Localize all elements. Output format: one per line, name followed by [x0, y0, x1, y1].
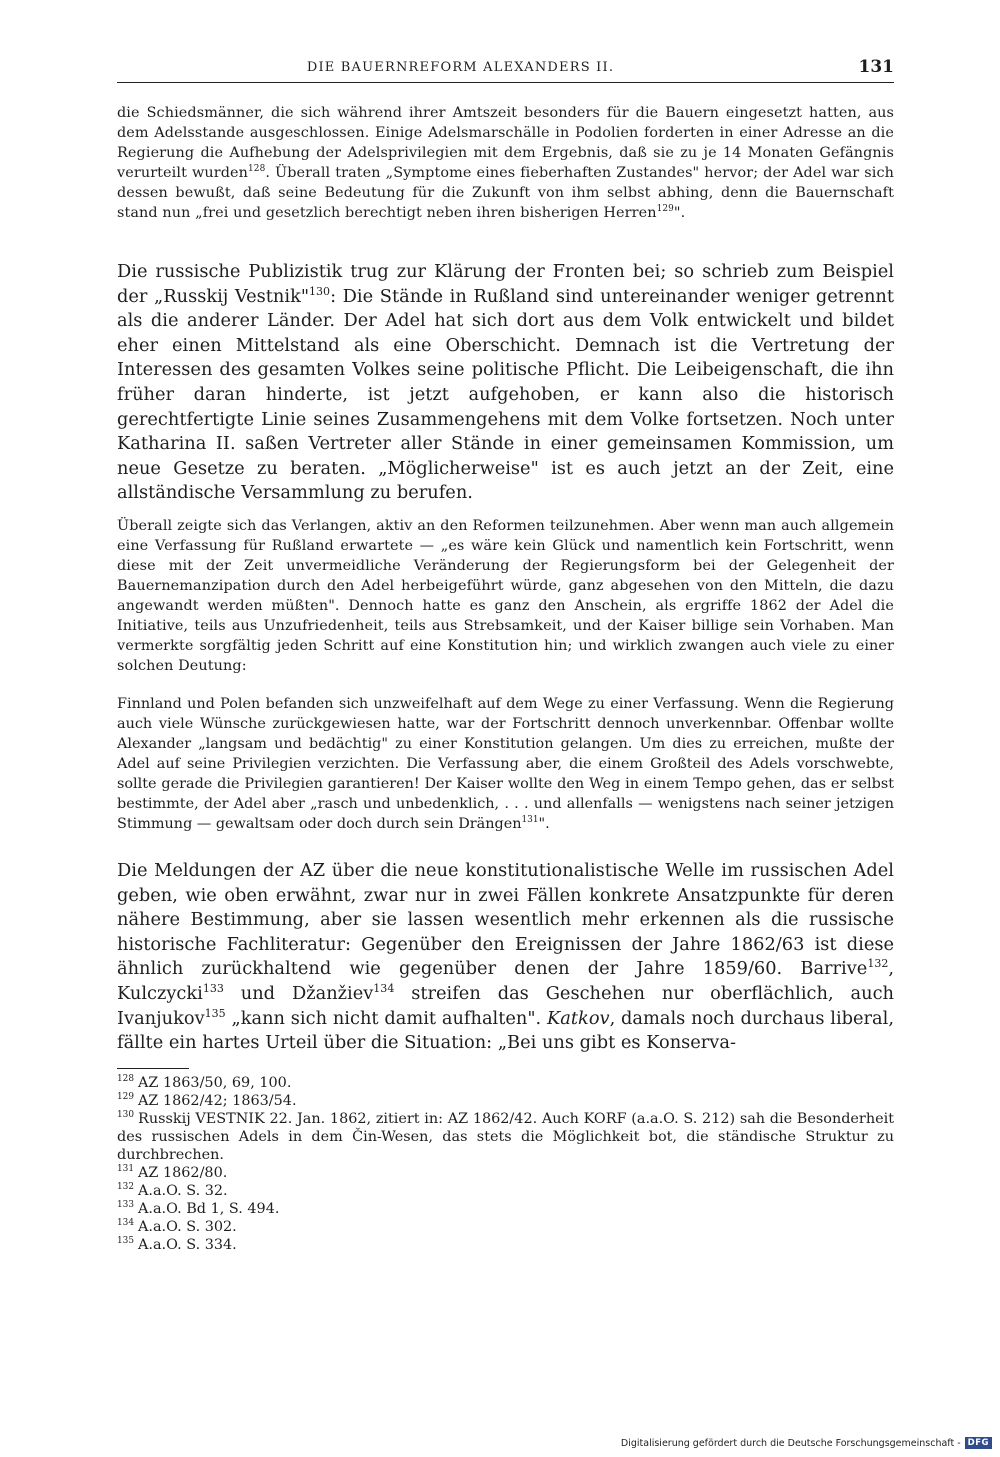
dfg-logo: DFG — [965, 1437, 992, 1449]
footnote-ref: 135 — [204, 1006, 226, 1020]
text-run: Die Meldungen der AZ über die neue konstitutionalistische Welle im russischen Adel geben, wie oben erwähnt, zwar nur in zwei Fällen konkrete Ansatzpunkte für deren nähere Bestimmung, aber sie lassen wesentlich mehr erkennen als die russische historische Fachliteratur: Gegenüber den Ereignissen der Jahre 1862/63 ist diese ähnlich zurückhaltend wie gegenüber denen der Jahre 1859/60. Barrive — [117, 860, 894, 980]
paragraph-4 — [117, 859, 894, 1056]
footnote-text: Russkij VESTNIK 22. Jan. 1862, zitiert in: AZ 1862/42. Auch KORF (a.a.O. S. 212) sah die Besonderheit des russischen Adels in dem Čin-Wesen, das stets die Möglichkeit bot, die ständische Struktur zu durchbrechen. — [117, 1111, 894, 1163]
footnote-number: 128 — [117, 1074, 134, 1085]
footnote-separator — [117, 1068, 189, 1069]
block-quote — [117, 694, 894, 834]
footnote-text: AZ 1862/80. — [138, 1165, 228, 1181]
footnote-text: A.a.O. S. 334. — [138, 1237, 237, 1253]
paragraph-3 — [117, 516, 894, 676]
text-run: die Schiedsmänner, die sich während ihrer Amtszeit besonders für die Bauern eingesetzt hatten, aus dem Adelsstande ausgeschlossen. Einige Adelsmarschälle in Podolien forderten in einer Adresse an die Regierung die Aufhebung der Adelsprivilegien mit dem Ergebnis, daß sie zu je 14 Monaten Gefängnis verurteilt wurden — [117, 105, 894, 181]
emphasis: Katkov — [547, 1007, 610, 1029]
footnote — [117, 1092, 894, 1110]
footnote-list — [117, 1074, 894, 1254]
footnote-text: A.a.O. S. 302. — [138, 1219, 237, 1235]
footnote-number: 134 — [117, 1218, 134, 1229]
text-run: . Überall traten „Symptome eines fieberhaften Zustandes" hervor; der Adel war sich dessen bewußt, daß seine Bedeutung für die Zukunft von ihm selbst abhing, denn die Bauernschaft stand nun „frei und gesetzlich berechtigt neben ihren bisherigen Herren — [117, 165, 894, 221]
footnote-ref: 130 — [309, 284, 331, 298]
text-run: : Die Stände in Rußland sind untereinander weniger getrennt als die anderer Länder. Der Adel hat sich dort aus dem Volk entwickelt und bildet eher einen Mittelstand als eine Oberschicht. Demnach ist die Vertretung der Interessen des gesamten Volkes seine politische Pflicht. Die Leibeigenschaft, die ihn früher daran hinderte, ist jetzt aufgehoben, er kann also die historisch gerechtfertigte Linie seines Zusammengehens mit dem Volke fortsetzen. Noch unter Katharina II. saßen Vertreter aller Stände in einer gemeinsamen Kommission, um neue Gesetze zu beraten. „Möglicherweise" ist es auch jetzt an der Zeit, eine allständische Versammlung zu berufen. — [117, 285, 894, 504]
footnote-number: 131 — [117, 1164, 134, 1175]
footnote-text: AZ 1863/50, 69, 100. — [138, 1075, 292, 1091]
footnote — [117, 1200, 894, 1218]
footnote-number: 129 — [117, 1092, 134, 1103]
footnote-text: A.a.O. Bd 1, S. 494. — [138, 1201, 280, 1217]
footnote — [117, 1218, 894, 1236]
text-run: ". — [673, 205, 686, 221]
credit-text: Digitalisierung gefördert durch die Deutsche Forschungsgemeinschaft - — [620, 1437, 961, 1449]
footnote-number: 135 — [117, 1236, 134, 1247]
footnote-ref: 134 — [373, 982, 395, 996]
text-run: streifen das Geschehen nur oberflächlich, auch Ivanjukov — [117, 982, 894, 1029]
footnote — [117, 1236, 894, 1254]
digitization-credit — [621, 1437, 992, 1449]
text-run: , Kulczycki — [117, 958, 894, 1004]
text-run: Finnland und Polen befanden sich unzweifelhaft auf dem Wege zu einer Verfassung. Wenn die Regierung auch viele Wünsche zurückgewiesen hatte, war der Fortschritt dennoch unverkennbar. Offenbar wollte Alexander „langsam und bedächtig" zu einer Konstitution gelangen. Um dies zu erreichen, mußte der Adel auf seine Privilegien verzichten. Die Verfassung aber, die einem Großteil des Adels vorschwebte, sollte gerade die Privilegien garantieren! Der Kaiser wollte den Weg in einem Tempo gehen, das er selbst bestimmte, der Adel aber „rasch und unbedenklich, . . . und allenfalls — wenigstens nach seiner jetzigen Stimmung — gewaltsam oder doch durch sein Drängen — [117, 696, 894, 832]
running-title: DIE BAUERNREFORM ALEXANDERS II. — [306, 60, 615, 75]
text-run: ". — [538, 816, 550, 832]
footnote-ref: 131 — [521, 815, 539, 826]
footnote-number: 133 — [117, 1200, 134, 1211]
footnote — [117, 1074, 894, 1092]
footnote — [117, 1164, 894, 1182]
footnote-ref: 133 — [202, 982, 224, 996]
page-header — [117, 58, 894, 83]
text-run: und Džanžiev — [223, 982, 374, 1004]
text-run: Die russische Publizistik trug zur Klärung der Fronten bei; so schrieb zum Beispiel der „Russkij Vestnik" — [117, 261, 894, 307]
footnote-number: 132 — [117, 1182, 134, 1193]
footnote-ref: 132 — [867, 957, 889, 971]
text-run: , damals noch durchaus liberal, fällte ein hartes Urteil über die Situation: „Bei uns gibt es Konserva- — [117, 1007, 894, 1054]
text-run: „kann sich nicht damit aufhalten". — [225, 1007, 548, 1029]
footnote-ref: 128 — [248, 164, 266, 175]
page-number: 131 — [858, 57, 894, 77]
footnote-ref: 129 — [656, 204, 674, 215]
paragraph-1 — [117, 103, 894, 223]
footnote-text: AZ 1862/42; 1863/54. — [138, 1093, 297, 1109]
footnote — [117, 1182, 894, 1200]
paragraph-2 — [117, 260, 894, 506]
footnote-text: A.a.O. S. 32. — [138, 1183, 228, 1199]
footnote-number: 130 — [117, 1110, 134, 1121]
text-run: Überall zeigte sich das Verlangen, aktiv an den Reformen teilzunehmen. Aber wenn man auch allgemein eine Verfassung für Rußland erwartete — „es wäre kein Glück und namentlich kein Fortschritt, wenn diese mit der Zeit unvermeidliche Veränderung der Regierungsform bei der Gelegenheit der Bauernemanzipation durch den Adel herbeigeführt würde, ganz abgesehen von den Mitteln, die dazu angewandt werden müßten". Dennoch hatte es ganz den Anschein, als ergriffe 1862 der Adel die Initiative, teils aus Unzufriedenheit, teils aus Strebsamkeit, und der Kaiser billige sein Vorhaben. Man vermerkte sorgfältig jeden Schritt auf eine Konstitution hin; und wirklich zwangen auch viele zu einer solchen Deutung: — [117, 518, 894, 674]
footnote — [117, 1110, 894, 1164]
